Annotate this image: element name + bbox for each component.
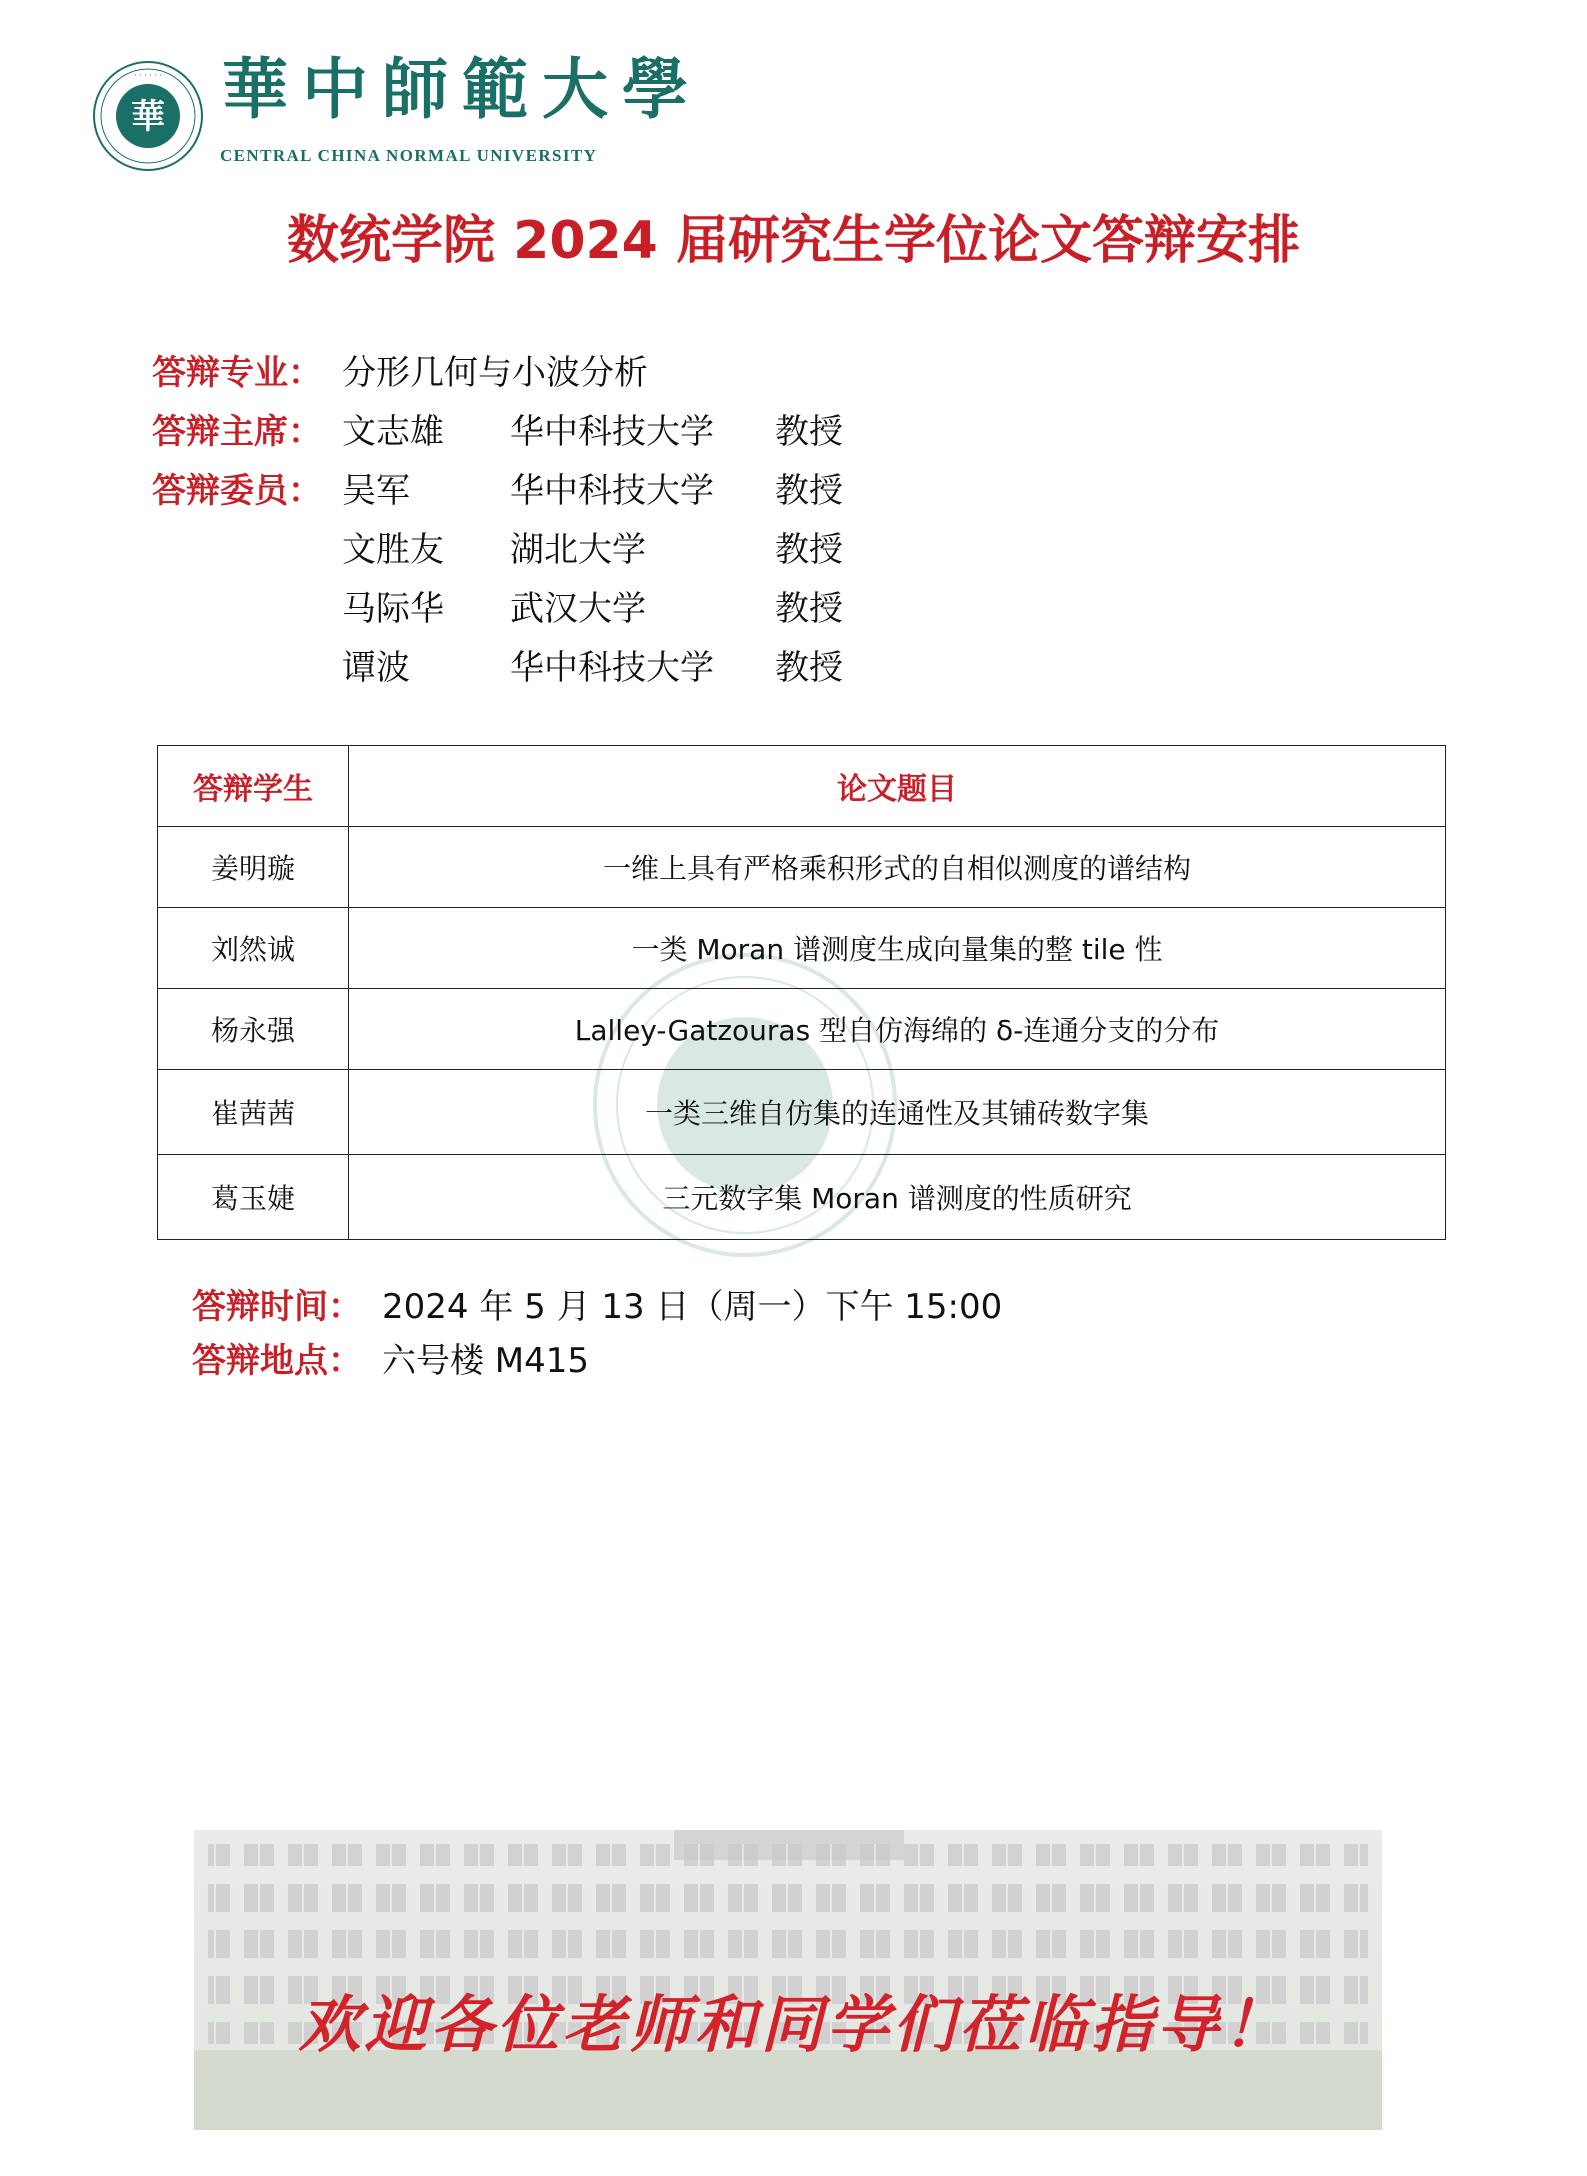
student-cell: 刘然诚 [158, 908, 349, 989]
student-cell: 杨永强 [158, 989, 349, 1070]
table-row [158, 1070, 1446, 1155]
table-row [158, 908, 1446, 989]
university-name-cn: 華中師範大學 [222, 50, 702, 128]
time-label: 答辩时间： [192, 1286, 362, 1327]
svg-text:· · · · · ·: · · · · · · [134, 71, 162, 80]
student-cell: 葛玉婕 [158, 1155, 349, 1240]
member-row [152, 635, 895, 694]
thesis-cell: Lalley-Gatzouras 型自仿海绵的 δ-连通分支的分布 [349, 989, 1446, 1070]
table-row [158, 827, 1446, 908]
place-value: 六号楼 M415 [382, 1340, 590, 1381]
time-value: 2024 年 5 月 13 日（周一）下午 15:00 [382, 1286, 1003, 1327]
thesis-cell: 一类三维自仿集的连通性及其铺砖数字集 [349, 1070, 1446, 1155]
student-cell: 姜明璇 [158, 827, 349, 908]
major-label: 答辩专业： [152, 353, 322, 393]
page-title: 数统学院 2024 届研究生学位论文答辩安排 [287, 211, 1300, 271]
member-row [152, 576, 895, 635]
chair-name: 文志雄 [342, 412, 444, 452]
thesis-cell: 一类 Moran 谱测度生成向量集的整 tile 性 [349, 908, 1446, 989]
table-row [158, 1155, 1446, 1240]
committee-info [152, 340, 895, 694]
thesis-cell: 三元数字集 Moran 谱测度的性质研究 [349, 1155, 1446, 1240]
members-label: 答辩委员： [152, 471, 322, 511]
member-row [152, 517, 895, 576]
university-seal-logo [92, 60, 204, 172]
member-title: 教授 [775, 648, 843, 688]
member-affiliation: 武汉大学 [510, 589, 646, 629]
table-header-row [158, 746, 1446, 827]
member-title: 教授 [775, 530, 843, 570]
university-name-en: CENTRAL CHINA NORMAL UNIVERSITY [220, 146, 598, 165]
table-row [158, 989, 1446, 1070]
logo-character: 華 [131, 97, 165, 137]
chair-affiliation: 华中科技大学 [510, 412, 714, 452]
thesis-cell: 一维上具有严格乘积形式的自相似测度的谱结构 [349, 827, 1446, 908]
member-affiliation: 湖北大学 [510, 530, 646, 570]
thesis-table [157, 745, 1446, 1240]
header-student: 答辩学生 [158, 746, 349, 827]
member-affiliation: 华中科技大学 [510, 471, 714, 511]
member-name: 吴军 [342, 471, 410, 511]
member-name: 文胜友 [342, 530, 444, 570]
chair-title: 教授 [775, 412, 843, 452]
member-title: 教授 [775, 589, 843, 629]
major-row [152, 340, 895, 399]
member-name: 谭波 [342, 648, 410, 688]
header-thesis: 论文题目 [349, 746, 1446, 827]
member-row [152, 458, 895, 517]
member-title: 教授 [775, 471, 843, 511]
chair-row [152, 399, 895, 458]
place-label: 答辩地点： [192, 1340, 362, 1381]
schedule-info [192, 1276, 1002, 1384]
major-value: 分形几何与小波分析 [342, 353, 648, 393]
student-cell: 崔茜茜 [158, 1070, 349, 1155]
time-row [192, 1276, 1002, 1330]
chair-label: 答辩主席： [152, 412, 322, 452]
welcome-message: 欢迎各位老师和同学们莅临指导！ [298, 1988, 1289, 2061]
member-affiliation: 华中科技大学 [510, 648, 714, 688]
place-row [192, 1330, 1002, 1384]
member-name: 马际华 [342, 589, 444, 629]
